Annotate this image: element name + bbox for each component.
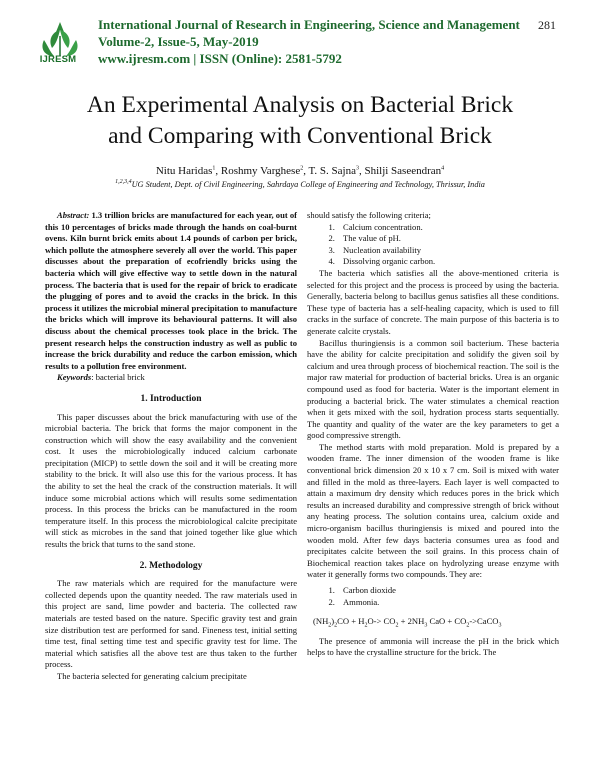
- bacteria-selection-paragraph: The bacteria which satisfies all the above-mentioned criteria is selected for this project and the process is proceed by using the bacteria. Generally, bacteria belong to bacillus genus satisfies all these conditions. These type of bacteria has a self-healing capacity, which is used to fill cracks in the surface of concrete. The main purpose of this bacteria is to generate calcite crystals.: [307, 267, 559, 336]
- logo-text: IJRESM: [39, 54, 77, 65]
- bacillus-paragraph: Bacillus thuringiensis is a common soil bacterium. These bacteria have the ability for calcite precipitation and solidify the given soil by calcium and urea through process of biochemical reaction. The soil is the major raw material for production of bacterial bricks. Urea is an organic compound used as food for bacteria. Water is the important element in producing a bacterial brick. The water stimulates a chemical reaction when it gets mixed with the soil, hydration process starts sequentially. The quantity and quality of the water are the key parameters to get a good compressive strength.: [307, 337, 559, 441]
- volume-issue: Volume-2, Issue-5, May-2019: [98, 34, 259, 49]
- introduction-paragraph: This paper discusses about the brick manufacturing with use of the microbial bacteria. The brick that forms the major component in the construction which will show the easy availability and the convenient cost. It uses the microbiologically induced calcium carbonate precipitation (MICP) to settle down the soil and it will be creating more stability to the brick. It will also use this for the various process. It has the ability to set the heal the crack of the construction materials. It will induce some microbial actions which will results some sedimentation process. In this process the bricks can be manufactured in the room temperature itself. In this process the microbiological calcite precipitate will stick as microbes in the sand that joined together like glue which results the brick that turns to the sand stone.: [45, 411, 297, 550]
- list-item: 2. The value of pH.: [337, 233, 559, 245]
- criteria-lead: should satisfy the following criteria;: [307, 210, 431, 220]
- journal-info: [98, 16, 538, 67]
- author-list: Nitu Haridas$^1$, Roshmy Varghese$^2$, T. S. Sajna$^3$, Shilji Saseendran$^4$: [155, 165, 445, 177]
- methodology-paragraph-2: The bacteria selected for generating calcium precipitate: [57, 670, 247, 681]
- keywords-label: Keywords: [57, 372, 92, 383]
- section-heading-introduction: 1. Introduction: [140, 393, 202, 404]
- title-line-1: An Experimental Analysis on Bacterial Brick: [86, 92, 514, 118]
- left-column: [45, 210, 297, 683]
- journal-header: [30, 14, 570, 74]
- criteria-list: [307, 222, 559, 268]
- page-number: 281: [538, 18, 556, 32]
- abstract: [45, 210, 297, 372]
- keywords: [45, 372, 297, 384]
- journal-name: International Journal of Research in Engineering, Science and Management: [98, 17, 520, 32]
- abstract-text: 1.3 trillion bricks are manufactured for each year, out of this 10 percentages of bricks made through the hands on coal-burnt ovens. Kiln burnt brick emits about 1.4 pounds of carbon per brick, which pollute the atmosphere severely all over the world. This paper discusses about the preparation of ecofriendly bricks using the bacteria which will give effective way to settle down in the natural process. The bacteria that is used for the repair of brick to eradicate the plugging of pores and to avoid the cracks in the brick. In this process it utilizes the microbial mineral precipitation to manufacture the bricks which will improve its behavioural patterns. It will also discuss about the chemical processes took place in the brick. The present research helps the construction industry as well as public to increase the brick durability and reduce the carbon emission, which results to a pollution free environment.: [45, 210, 297, 371]
- author-affiliation: $^{1,2,3,4}$UG Student, Dept. of Civil Engineering, Sahrdaya College of Engineering and Technology, Thrissur, India: [115, 179, 485, 189]
- compounds-list: [307, 585, 559, 608]
- title-line-2: and Comparing with Conventional Brick: [108, 123, 492, 149]
- right-column: [307, 210, 559, 659]
- method-paragraph: The method starts with mold preparation. Mold is prepared by a wooden frame. The inner dimension of the wooden frame is like conventional brick dimension 20 x 10 x 7 cm. Soil is mixed with water and filled in the mold as three-layers. Each layer is well compacted to attain a maximum dry density which reduces pores in the brick which results an increased durability and compressive strength of brick without any heating process. The solution contains urea, calcium oxide and micro-organism bacillus thuringiensis is mixed and poured into the wooden mold. After few days bacteria consumes urea as food and precipitates calcite between the soil grains. In this process chain of Biochemical reaction takes place on hydrolyzing urease enzyme with water it generally forms two compounds. They are:: [307, 441, 559, 580]
- methodology-paragraph-1: The raw materials which are required for the manufacture were collected depends upon the quantity needed. The raw materials used in this project are sand, lime powder and bacteria. The collected raw materials are tested based on the nature. Specific gravity test and grain size distribution test are performed for sand. Fineness test, initial setting time test, final setting time test and specific gravity test for lime. The material which satisfies all the above test are thus taken to the further process.: [45, 578, 297, 670]
- website-issn: www.ijresm.com | ISSN (Online): 2581-5792: [98, 51, 342, 66]
- section-heading-methodology: 2. Methodology: [139, 560, 203, 571]
- keywords-text: : bacterial brick: [91, 372, 145, 383]
- list-item: 2. Ammonia.: [337, 597, 559, 609]
- chemical-equation: $(NH_2)_2CO + H_2O-> CO_2 + 2NH_3$ CaO + $CO_2->CaCO_3$: [313, 616, 502, 629]
- list-item: 1. Calcium concentration.: [337, 222, 559, 234]
- abstract-label: Abstract:: [57, 210, 90, 220]
- ammonia-paragraph: The presence of ammonia will increase the pH in the brick which helps to have the crystalline structure for the brick. The: [307, 635, 559, 658]
- list-item: 3. Nucleation availability: [337, 245, 559, 257]
- list-item: 4. Dissolving organic carbon.: [337, 256, 559, 268]
- paper-title: [40, 90, 560, 152]
- list-item: 1. Carbon dioxide: [337, 585, 559, 597]
